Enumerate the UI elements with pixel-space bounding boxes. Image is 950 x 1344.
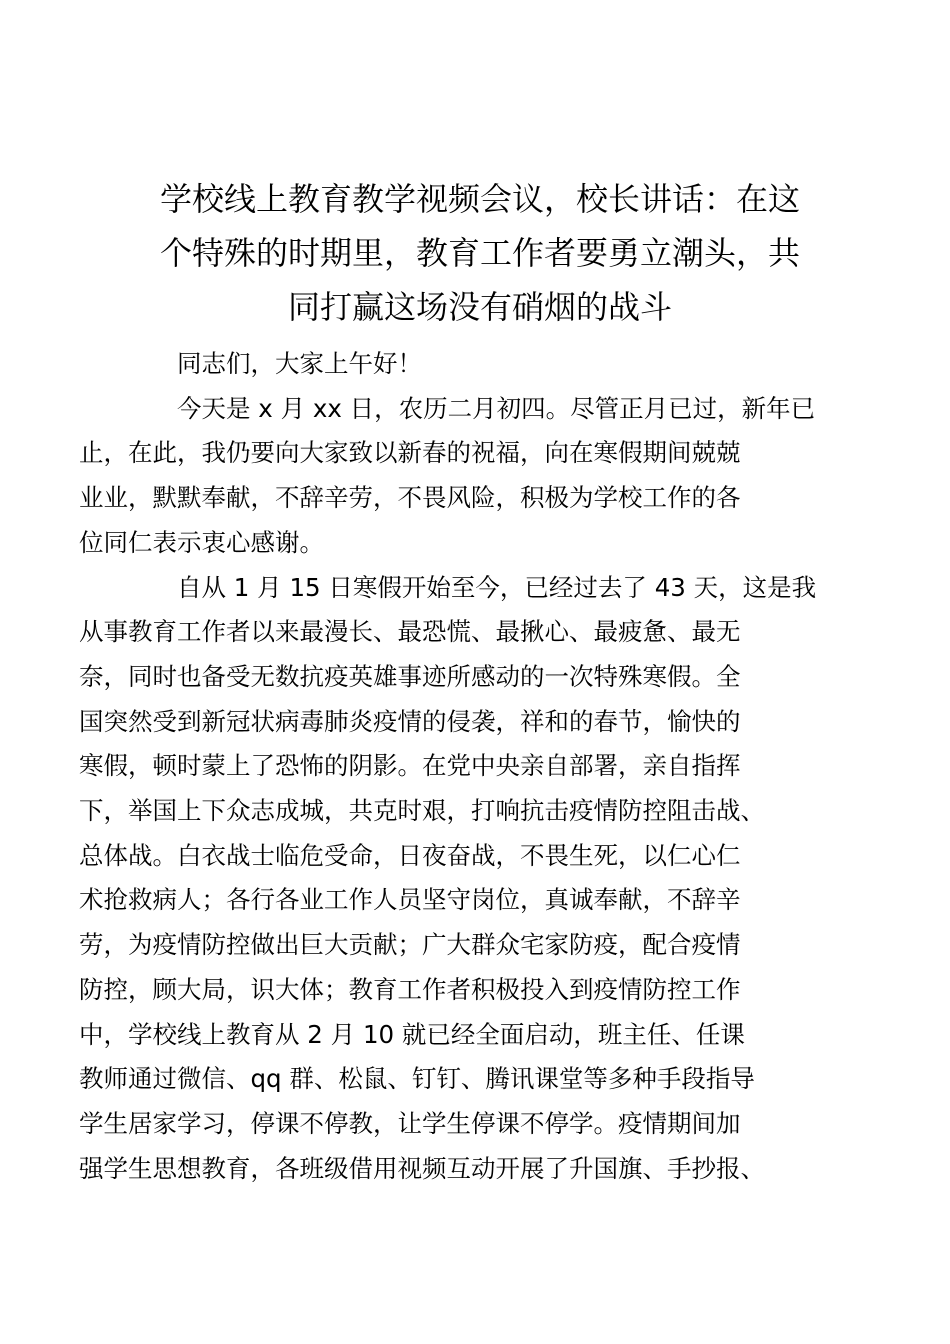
paragraph-line: 位同仁表示衷心感谢。 <box>79 527 324 557</box>
paragraph-line: 防控，顾大局，识大体；教育工作者积极投入到疫情防控工作 <box>79 974 741 1004</box>
greeting-paragraph <box>128 342 832 387</box>
document-body <box>79 172 832 1191</box>
opening-paragraph <box>79 387 832 566</box>
title-line-3: 同打赢这场没有硝烟的战斗 <box>287 288 672 326</box>
title-line-2: 个特殊的时期里，教育工作者要勇立潮头，共 <box>159 234 800 272</box>
paragraph-line: 自从 1 月 15 日寒假开始至今，已经过去了 43 天，这是我 <box>177 572 817 602</box>
paragraph-line: 奈，同时也备受无数抗疫英雄事迹所感动的一次特殊寒假。全 <box>79 661 741 691</box>
paragraph-line: 总体战。白衣战士临危受命，日夜奋战，不畏生死，以仁心仁 <box>79 840 741 870</box>
paragraph-line: 中，学校线上教育从 2 月 10 就已经全面启动，班主任、任课 <box>79 1019 745 1049</box>
paragraph-line: 强学生思想教育，各班级借用视频互动开展了升国旗、手抄报、 <box>79 1153 765 1183</box>
document-title <box>128 172 832 334</box>
paragraph-line: 学生居家学习，停课不停教，让学生停课不停学。疫情期间加 <box>79 1108 741 1138</box>
main-paragraph <box>79 566 832 1192</box>
paragraph-line: 业业，默默奉献，不辞辛劳，不畏风险，积极为学校工作的各 <box>79 483 741 513</box>
title-line-1: 学校线上教育教学视频会议，校长讲话：在这 <box>159 180 800 218</box>
paragraph-line: 今天是 x 月 xx 日，农历二月初四。尽管正月已过，新年已 <box>177 393 816 423</box>
paragraph-line: 从事教育工作者以来最漫长、最恐慌、最揪心、最疲惫、最无 <box>79 617 741 647</box>
paragraph-line: 下，举国上下众志成城，共克时艰，打响抗击疫情防控阻击战、 <box>79 796 765 826</box>
paragraph-line: 术抢救病人；各行各业工作人员坚守岗位，真诚奉献，不辞辛 <box>79 885 741 915</box>
paragraph-line: 教师通过微信、qq 群、松鼠、钉钉、腾讯课堂等多种手段指导 <box>79 1064 755 1094</box>
paragraph-line: 同志们，大家上午好！ <box>177 349 422 378</box>
paragraph-line: 寒假，顿时蒙上了恐怖的阴影。在党中央亲自部署，亲自指挥 <box>79 751 741 781</box>
paragraph-line: 国突然受到新冠状病毒肺炎疫情的侵袭，祥和的春节，愉快的 <box>79 706 741 736</box>
paragraph-line: 止，在此，我仍要向大家致以新春的祝福，向在寒假期间兢兢 <box>79 438 741 468</box>
paragraph-line: 劳，为疫情防控做出巨大贡献；广大群众宅家防疫，配合疫情 <box>79 930 741 960</box>
